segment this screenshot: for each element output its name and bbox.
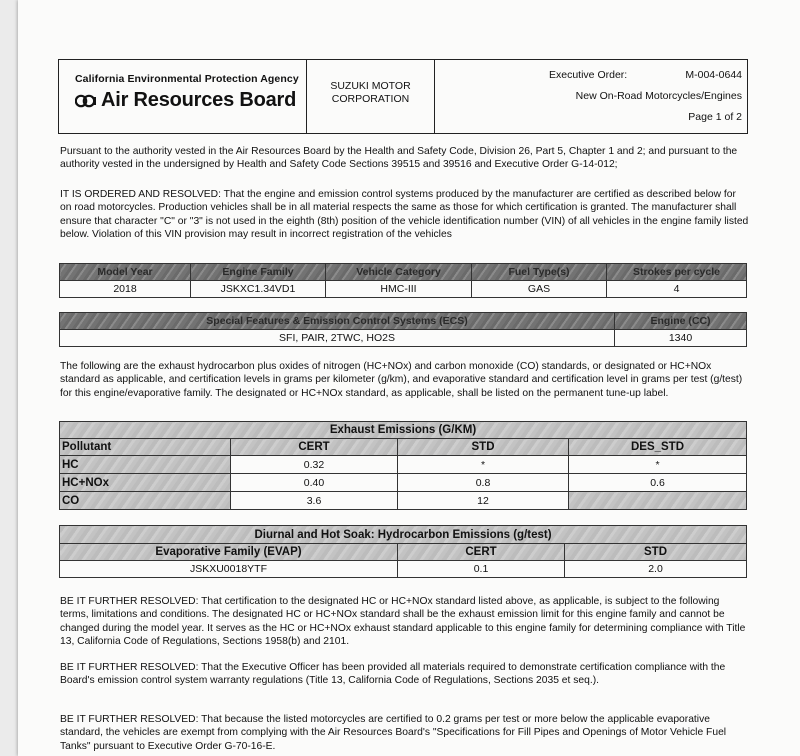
- evap-table-title: Diurnal and Hot Soak: Hydrocarbon Emissions (g/test): [60, 526, 747, 544]
- exhaust-co-des-std: [569, 492, 747, 510]
- company-name-line2: CORPORATION: [331, 93, 410, 105]
- family-cell-strokes: 4: [607, 281, 747, 298]
- evap-cell-family: JSKXU0018YTF: [60, 561, 398, 578]
- exhaust-col-std: STD: [398, 439, 569, 456]
- executive-order-label: Executive Order:: [549, 69, 628, 81]
- exhaust-col-des-std: DES_STD: [569, 439, 747, 456]
- exhaust-hc-cert: 0.32: [231, 456, 398, 474]
- ecs-table: [59, 312, 747, 347]
- ecs-header-features: Special Features & Emission Control Systems (ECS): [60, 313, 615, 330]
- evap-col-cert: CERT: [398, 544, 565, 561]
- board-name: Air Resources Board: [101, 89, 297, 111]
- exhaust-emissions-table: [59, 421, 747, 510]
- family-cell-fuel-type: GAS: [472, 281, 607, 298]
- family-cell-vehicle-category: HMC-III: [326, 281, 472, 298]
- ordered-paragraph: IT IS ORDERED AND RESOLVED: That the engine and emission control systems produced by the manufacturer are certified as described below for on road motorcycles. Production vehicles shall be in all material respects the same as those for which certification is granted. The manufacturer shall ensure that character "C" or "3" is not used in the eighth (8th) position of the vehicle identification number (VIN) of all vehicles in the engine family listed below. Violation of this VIN provision may result in incorrect registration of the vehicles: [60, 189, 749, 240]
- family-cell-model-year: 2018: [60, 281, 191, 298]
- exhaust-col-cert: CERT: [231, 439, 398, 456]
- exhaust-row-hcnox-label: HC+NOx: [60, 474, 231, 492]
- order-header: [58, 59, 748, 134]
- evap-col-std: STD: [565, 544, 747, 561]
- page-number: Page 1 of 2: [688, 111, 742, 123]
- further-resolved-paragraph-3: BE IT FURTHER RESOLVED: That because the listed motorcycles are certified to 0.2 grams per test or more below the applicable evaporative standard, the vehicles are exempt from complying with the Air Resources Board's "Specifications for Fill Pipes and Openings of Motor Vehicle Fuel Tanks" pursuant to Executive Order G-70-16-E.: [60, 714, 727, 752]
- family-header-model-year: Model Year: [60, 264, 191, 281]
- further-resolved-paragraph-1: BE IT FURTHER RESOLVED: That certification to the designated HC or HC+NOx standard listed above, as applicable, is subject to the following terms, limitations and conditions. The designated HC or HC+NOx standard shall be the exhaust emission limit for this engine family and cannot be changed during the model year. It serves as the HC or HC+NOx exhaust standard applicable to this engine family for determining compliance with Title 13, California Code of Regulations, Sections 1958(b) and 2101.: [60, 596, 746, 647]
- exhaust-co-cert: 3.6: [231, 492, 398, 510]
- vehicle-category-title: New On-Road Motorcycles/Engines: [575, 90, 742, 102]
- ecs-cell-features: SFI, PAIR, 2TWC, HO2S: [60, 330, 615, 347]
- further-resolved-paragraph-2: BE IT FURTHER RESOLVED: That the Executive Officer has been provided all materials required to demonstrate certification compliance with the Board's emission control system warranty regulations (Title 13, California Code of Regulations, Sections 2035 et seq.).: [60, 662, 726, 687]
- exhaust-row-hc-label: HC: [60, 456, 231, 474]
- exhaust-hc-des-std: *: [569, 456, 747, 474]
- evap-cell-cert: 0.1: [398, 561, 565, 578]
- evap-emissions-table: [59, 525, 747, 578]
- ecs-header-engine-cc: Engine (CC): [615, 313, 747, 330]
- agency-name: California Environmental Protection Agency: [75, 73, 299, 85]
- ecs-cell-engine-cc: 1340: [615, 330, 747, 347]
- family-header-vehicle-category: Vehicle Category: [326, 264, 472, 281]
- exhaust-table-title: Exhaust Emissions (G/KM): [60, 422, 747, 439]
- authority-paragraph: Pursuant to the authority vested in the Air Resources Board by the Health and Safety Code, Division 26, Part 5, Chapter 1 and 2; and pursuant to the authority vested in the undersigned by Health and Safety Code Sections 39515 and 39516 and Executive Order G-14-012;: [60, 146, 738, 171]
- company-name-line1: SUZUKI MOTOR: [330, 80, 411, 92]
- exhaust-hcnox-cert: 0.40: [231, 474, 398, 492]
- standards-paragraph: The following are the exhaust hydrocarbon plus oxides of nitrogen (HC+NOx) and carbon monoxide (CO) standards, or designated or HC+NOx standard as applicable, and certification levels in grams per kilometer (g/km), and evaporative standard and certification level in grams per test (g/test) for this engine/evaporative family. The designated or HC+NOx standard, as applicable, shall be listed on the permanent tune-up label.: [60, 361, 743, 399]
- exhaust-hc-std: *: [398, 456, 569, 474]
- executive-order-number: M-004-0644: [685, 69, 742, 81]
- exhaust-hcnox-std: 0.8: [398, 474, 569, 492]
- company-block: [307, 60, 435, 133]
- exhaust-hcnox-des-std: 0.6: [569, 474, 747, 492]
- arb-logo-icon: [75, 94, 97, 108]
- exhaust-col-pollutant: Pollutant: [60, 439, 231, 456]
- family-header-strokes: Strokes per cycle: [607, 264, 747, 281]
- evap-cell-std: 2.0: [565, 561, 747, 578]
- exhaust-row-co-label: CO: [60, 492, 231, 510]
- family-header-engine-family: Engine Family: [191, 264, 326, 281]
- engine-family-table: [59, 263, 747, 298]
- agency-block: [59, 60, 307, 133]
- order-info-block: [435, 60, 747, 133]
- document-page: [18, 0, 800, 756]
- evap-col-family: Evaporative Family (EVAP): [60, 544, 398, 561]
- family-header-fuel-type: Fuel Type(s): [472, 264, 607, 281]
- exhaust-co-std: 12: [398, 492, 569, 510]
- family-cell-engine-family: JSKXC1.34VD1: [191, 281, 326, 298]
